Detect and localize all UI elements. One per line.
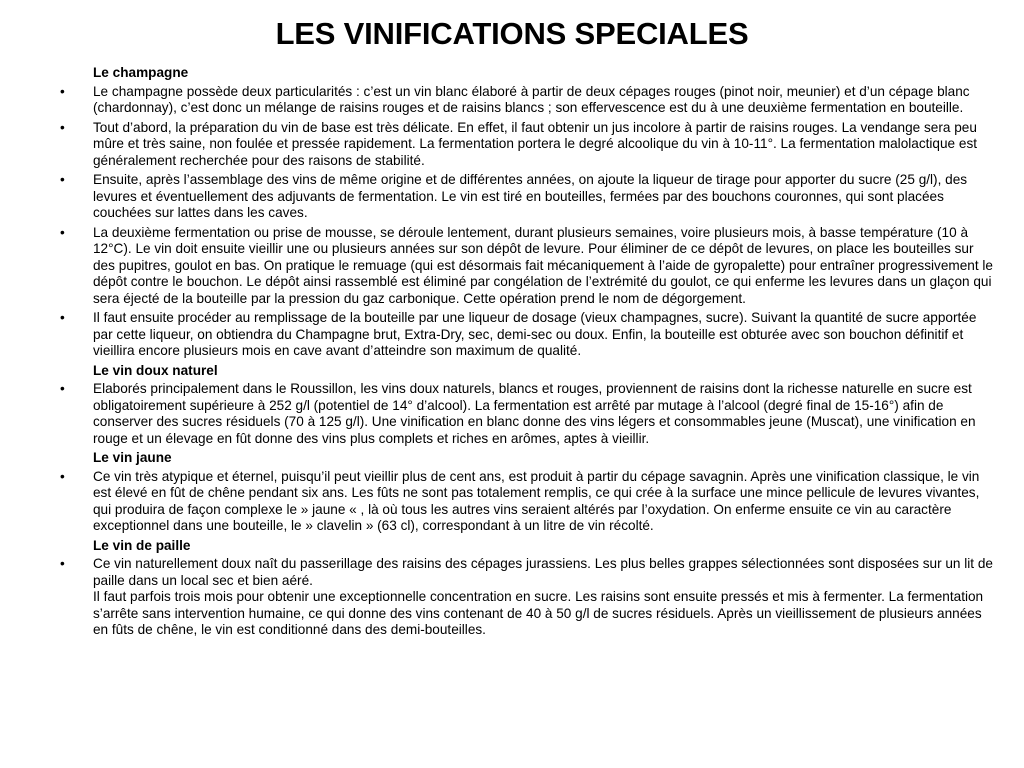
bullet-paragraph [60, 556, 998, 639]
bullet-paragraph [60, 469, 998, 535]
slide-content [60, 65, 998, 642]
paragraph-text: Ensuite, après l’assemblage des vins de même origine et de différentes années, on ajoute la liqueur de tirage pour apporter du sucre (25 g/l), des levures et éventuellement des adjuvants de fermentation. Le vin est tiré en bouteilles, fermées par des bouchons couronnes, qui sont placées couchées sur lattes dans les caves. [93, 172, 968, 220]
bullet-paragraph [60, 120, 998, 170]
bullet-glyph: • [60, 172, 65, 187]
section-heading: Le vin doux naturel [93, 362, 218, 378]
slide-title: LES VINIFICATIONS SPECIALES [275, 16, 749, 51]
paragraph-text: Il faut ensuite procéder au remplissage de la bouteille par une liqueur de dosage (vieux champagnes, sucre). Suivant la quantité de sucre apportée par cette liqueur, on obtiendra du Champagne brut, Extra-Dry, sec, demi-sec ou doux. Enfin, la bouteille est obturée avec son bouchon définitif et vieillira encore plusieurs mois en cave avant d’atteindre son maximum de qualité. [93, 310, 977, 358]
section-heading: Le vin de paille [93, 537, 191, 553]
bullet-glyph: • [60, 556, 65, 571]
bullet-paragraph [60, 172, 998, 222]
bullet-glyph: • [60, 468, 65, 484]
paragraph-text: Il faut parfois trois mois pour obtenir une exceptionnelle concentration en sucre. Les raisins sont ensuite pressés et mis à fermenter. La fermentation s’arrête sans intervention humaine, ce qui donne des vins contenant de 40 à 50 g/l de sucres résiduels. Après un vieillissement de plusieurs années en fûts de chêne, le vin est conditionné dans des demi-bouteilles. [93, 589, 984, 637]
bullet-paragraph [60, 381, 998, 447]
bullet-glyph: • [60, 83, 65, 99]
paragraph-text: Le champagne possède deux particularités : c’est un vin blanc élaboré à partir de deux cépages rouges (pinot noir, meunier) et d’un cépage blanc (chardonnay), c’est donc un mélange de raisins rouges et de raisins blancs ; son effervescence est du à une deuxième fermentation en bouteille. [93, 83, 970, 115]
section-heading: Le champagne [93, 65, 189, 80]
section-heading: Le vin jaune [93, 450, 172, 465]
paragraph-text: Ce vin naturellement doux naît du passerillage des raisins des cépages jurassiens. Les plus belles grappes sélectionnées sont disposées sur un lit de paille dans un local sec et bien aéré. [93, 556, 993, 588]
paragraph-text: Elaborés principalement dans le Roussillon, les vins doux naturels, blancs et rouges, proviennent de raisins dont la richesse naturelle en sucre est obligatoirement supérieure à 252 g/l (potentiel de 14° d’alcool). La fermentation est arrêté par mutage à l’alcool (degré final de 15-16°) afin de conserver des sucres résiduels (70 à 125 g/l). Une vinification en blanc donne des vins légers et consommables jeune (Muscat), une vinification en rouge et un élevage en fût donne des vins plus complets et riches en arômes, aptes à vieillir. [93, 381, 976, 446]
bullet-paragraph [60, 84, 998, 117]
bullet-glyph: • [60, 224, 65, 240]
paragraph-text: Tout d’abord, la préparation du vin de base est très délicate. En effet, il faut obtenir un jus incolore à partir de raisins rouges. La vendange sera peu mûre et très saine, non foulée et pressée rapidement. La fermentation portera le degré alcoolique du vin à 10-11°. La fermentation malolactique est généralement recherchée pour des raisons de stabilité. [93, 119, 978, 168]
bullet-paragraph [60, 310, 998, 360]
paragraph-text: Ce vin très atypique et éternel, puisqu’il peut vieillir plus de cent ans, est produit à partir du cépage savagnin. Après une vinification classique, le vin est élevé en fût de chêne pendant six ans. Les fûts ne sont pas totalement remplis, ce qui crée à la surface une mince pellicule de levures vivantes, qui produira de façon complexe le » jaune « , là où tous les autres vins seraient altérés par l’oxydation. On enferme ensuite ce vin au caractère exceptionnel dans une bouteille, le » clavelin » (63 cl), correspondant à un litre de vin récolté. [93, 468, 980, 533]
bullet-glyph: • [60, 119, 65, 135]
bullet-glyph: • [60, 381, 65, 396]
bullet-paragraph [60, 225, 998, 308]
bullet-glyph: • [60, 310, 65, 325]
paragraph-text: La deuxième fermentation ou prise de mousse, se déroule lentement, durant plusieurs semaines, voire plusieurs mois, à basse température (10 à 12°C). Le vin doit ensuite vieillir une ou plusieurs années sur son dépôt de levure. Pour éliminer de ce dépôt de levures, on place les bouteilles sur des pupitres, goulot en bas. On pratique le remuage (qui est désormais fait mécaniquement à l’aide de gyropalette) pour entraîner progressivement le dépôt contre le bouchon. Le dépôt ainsi rassemblé est éliminé par congélation de l’extrémité du goulot, ce qui enferme les levures dans un glaçon qui sera éjecté de la bouteille par la pression du gaz carbonique. Cette opération prend le nom de dégorgement. [93, 224, 993, 306]
